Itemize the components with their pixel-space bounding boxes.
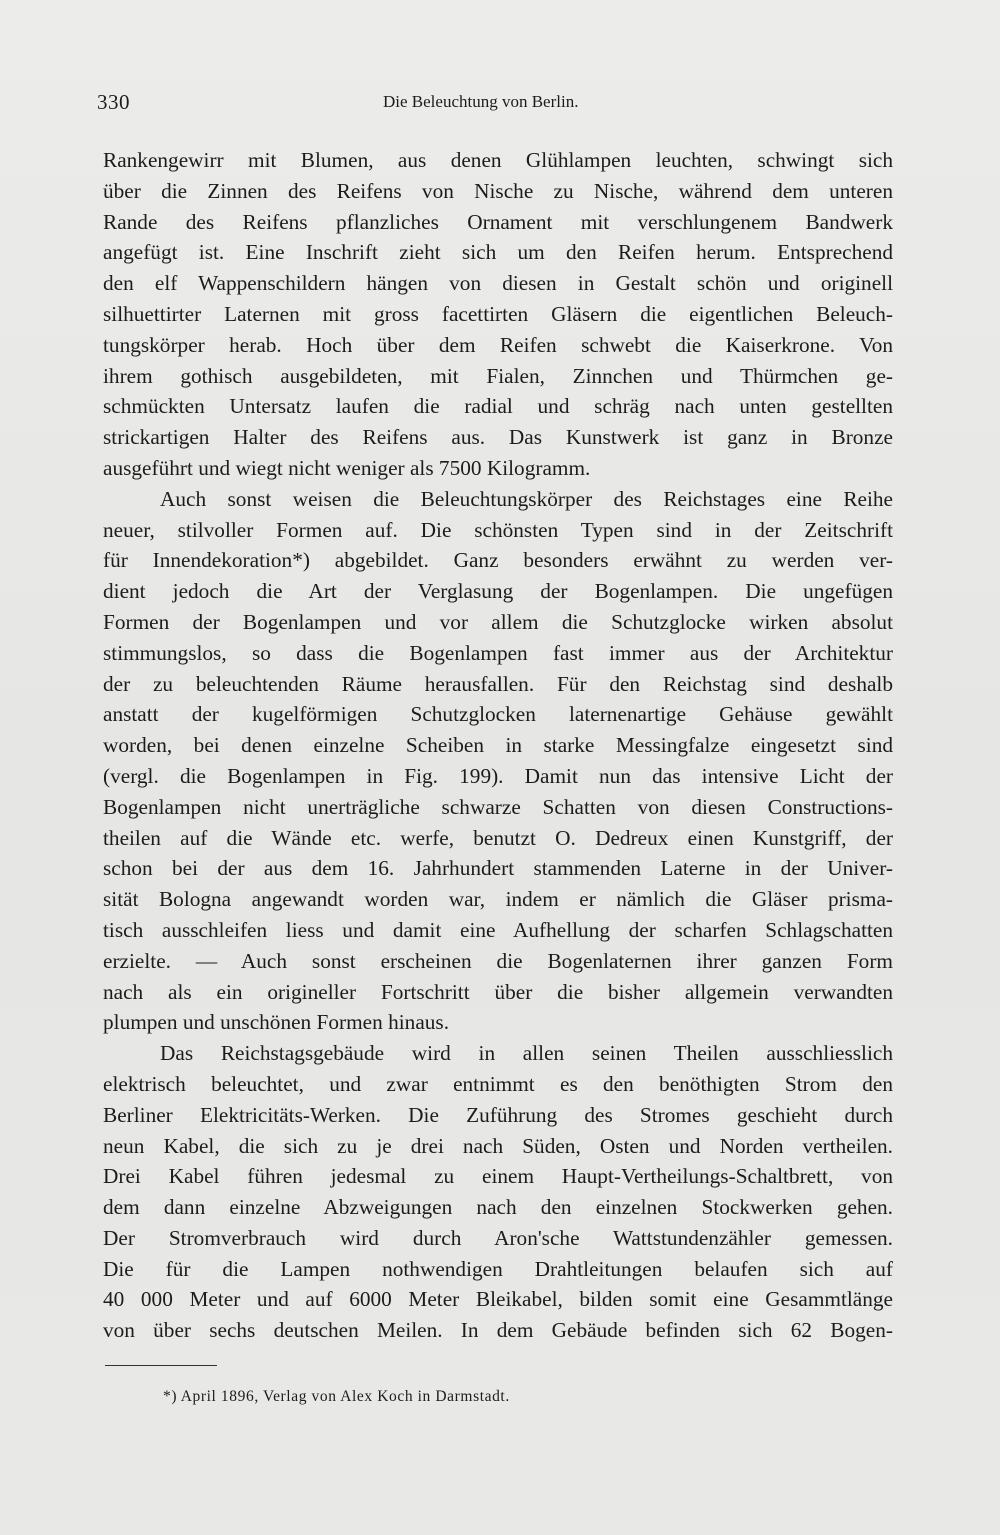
footnote: *) April 1896, Verlag von Alex Koch in Darmstadt.	[163, 1388, 510, 1405]
text-line: erzielte. — Auch sonst erscheinen die Bogenlaternen ihrer ganzen Form	[103, 948, 893, 973]
paragraph	[103, 1038, 893, 1346]
footnote-rule	[105, 1365, 217, 1366]
text-line: 40 000 Meter und auf 6000 Meter Bleikabel, bilden somit eine Gesammtlänge	[103, 1287, 893, 1312]
text-line: (vergl. die Bogenlampen in Fig. 199). Damit nun das intensive Licht der	[103, 763, 893, 788]
paragraph	[103, 484, 893, 1038]
text-line: Bogenlampen nicht unerträgliche schwarze Schatten von diesen Constructions-	[103, 794, 893, 819]
page-number: 330	[97, 90, 130, 114]
text-line: Die für die Lampen nothwendigen Drahtleitungen belaufen sich auf	[103, 1256, 893, 1281]
text-line: schmückten Untersatz laufen die radial und schräg nach unten gestellten	[103, 394, 893, 419]
text-line: dem dann einzelne Abzweigungen nach den einzelnen Stockwerken gehen.	[103, 1195, 893, 1220]
text-line: Rande des Reifens pflanzliches Ornament mit verschlungenem Bandwerk	[103, 209, 893, 234]
text-line: den elf Wappenschildern hängen von diesen in Gestalt schön und originell	[103, 271, 893, 296]
text-line: anstatt der kugelförmigen Schutzglocken laternenartige Gehäuse gewählt	[103, 702, 893, 727]
page-header	[97, 90, 897, 120]
text-line: neuer, stilvoller Formen auf. Die schönsten Typen sind in der Zeitschrift	[103, 517, 893, 542]
text-line: ihrem gothisch ausgebildeten, mit Fialen, Zinnchen und Thürmchen ge-	[103, 363, 893, 388]
paragraph	[103, 145, 893, 484]
text-line: strickartigen Halter des Reifens aus. Das Kunstwerk ist ganz in Bronze	[103, 425, 893, 450]
text-line: Drei Kabel führen jedesmal zu einem Haupt-Vertheilungs-Schaltbrett, von	[103, 1164, 893, 1189]
text-line: nach als ein origineller Fortschritt über die bisher allgemein verwandten	[103, 979, 893, 1004]
text-line: sität Bologna angewandt worden war, indem er nämlich die Gläser prisma-	[103, 887, 893, 912]
running-head: Die Beleuchtung von Berlin.	[383, 92, 579, 111]
text-line: schon bei der aus dem 16. Jahrhundert stammenden Laterne in der Univer-	[103, 856, 893, 881]
text-line: Rankengewirr mit Blumen, aus denen Glühlampen leuchten, schwingt sich	[103, 148, 893, 172]
text-line: tisch ausschleifen liess und damit eine Aufhellung der scharfen Schlagschatten	[103, 917, 893, 942]
text-line: von über sechs deutschen Meilen. In dem Gebäude befinden sich 62 Bogen-	[103, 1318, 893, 1343]
text-line: neun Kabel, die sich zu je drei nach Süden, Osten und Norden vertheilen.	[103, 1133, 893, 1158]
text-line: der zu beleuchtenden Räume herausfallen. Für den Reichstag sind deshalb	[103, 671, 893, 696]
text-line: für Innendekoration*) abgebildet. Ganz besonders erwähnt zu werden ver-	[103, 548, 893, 573]
text-line: Formen der Bogenlampen und vor allem die Schutzglocke wirken absolut	[103, 609, 893, 634]
text-line: theilen auf die Wände etc. werfe, benutzt O. Dedreux einen Kunstgriff, der	[103, 825, 893, 850]
text-line: Der Stromverbrauch wird durch Aron'sche Wattstundenzähler gemessen.	[103, 1225, 893, 1250]
text-line: stimmungslos, so dass die Bogenlampen fast immer aus der Architektur	[103, 640, 893, 665]
text-line: silhuettirter Laternen mit gross facettirten Gläsern die eigentlichen Beleuch-	[103, 301, 893, 326]
text-line: Das Reichstagsgebäude wird in allen seinen Theilen ausschliesslich	[160, 1041, 893, 1066]
text-line: Auch sonst weisen die Beleuchtungskörper des Reichstages eine Reihe	[160, 486, 893, 511]
text-line: plumpen und unschönen Formen hinaus.	[103, 1010, 450, 1035]
text-line: elektrisch beleuchtet, und zwar entnimmt es den benöthigten Strom den	[103, 1071, 893, 1096]
text-line: ausgeführt und wiegt nicht weniger als 7500 Kilogramm.	[103, 455, 591, 480]
text-line: über die Zinnen des Reifens von Nische zu Nische, während dem unteren	[103, 178, 893, 203]
text-line: worden, bei denen einzelne Scheiben in starke Messingfalze eingesetzt sind	[103, 733, 893, 758]
body-text	[103, 145, 893, 1346]
text-line: dient jedoch die Art der Verglasung der Bogenlampen. Die ungefügen	[103, 579, 893, 604]
text-line: angefügt ist. Eine Inschrift zieht sich um den Reifen herum. Entsprechend	[103, 240, 893, 265]
text-line: Berliner Elektricitäts-Werken. Die Zuführung des Stromes geschieht durch	[103, 1102, 893, 1127]
text-line: tungskörper herab. Hoch über dem Reifen schwebt die Kaiserkrone. Von	[103, 332, 893, 357]
